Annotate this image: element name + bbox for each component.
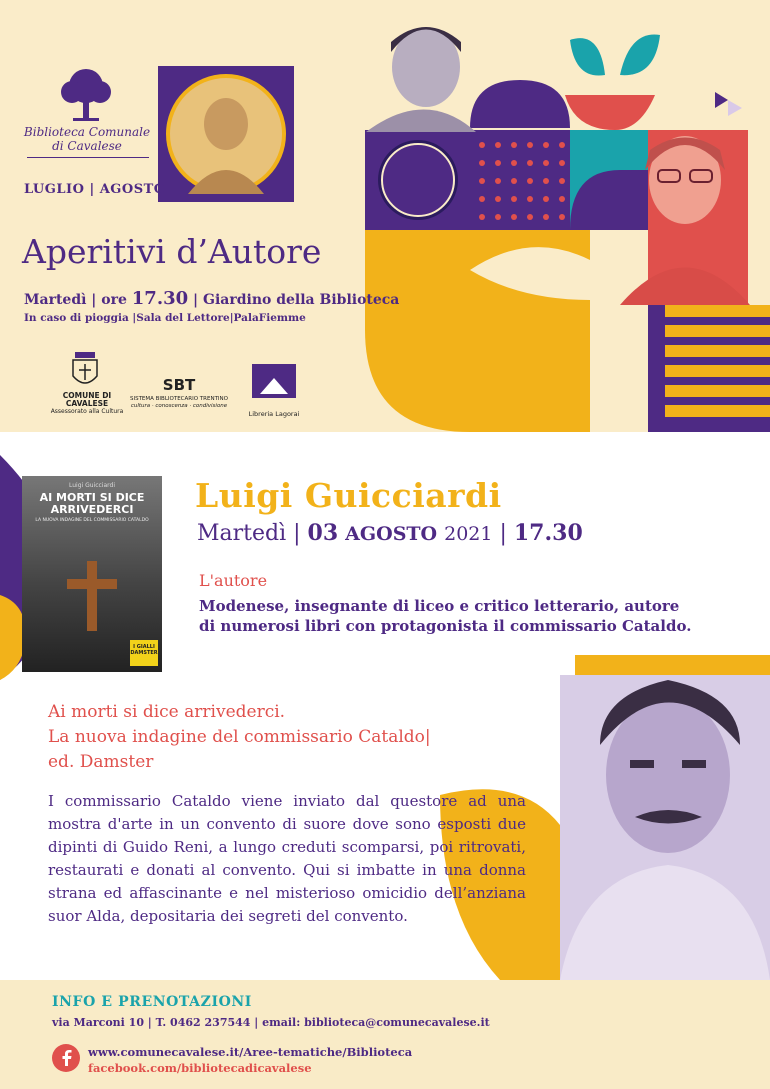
cover-badge	[130, 640, 158, 666]
author-photo-woman-glasses	[620, 120, 750, 305]
logo-divider	[27, 157, 149, 159]
cover-title-line1: AI MORTI SI DICE	[39, 491, 145, 504]
schedule-place: Giardino della Biblioteca	[203, 292, 400, 308]
author-photo-man-top	[366, 12, 476, 132]
bio-line2: di numerosi libri con protagonista il commissario Cataldo.	[199, 617, 692, 635]
about-label: L'autore	[199, 571, 268, 590]
contact-line: via Marconi 10 | T. 0462 237544 | email: biblioteca@comunecavalese.it	[52, 1016, 490, 1029]
event-month: AGOSTO	[345, 523, 438, 545]
cover-badge-line1: I GIALLI	[133, 644, 155, 650]
cover-subtitle: LA NUOVA INDAGINE DEL COMMISSARIO CATALDO	[35, 518, 149, 523]
cover-title	[22, 492, 162, 516]
season-label: LUGLIO | AGOSTO	[24, 182, 166, 197]
comune-line3: Assessorato alla Cultura	[50, 408, 124, 415]
libreria-name: Libreria Lagorai	[248, 410, 300, 418]
schedule-line: Martedì | ore 17.30 | Giardino della Biblioteca	[24, 288, 400, 309]
sbt-logo-caption	[128, 396, 230, 410]
libreria-logo-icon	[252, 364, 296, 408]
schedule-ore-label: ore	[101, 292, 127, 308]
website-link[interactable]: www.comunecavalese.it/Aree-tematiche/Biblioteca	[88, 1045, 413, 1059]
author-bio	[199, 596, 719, 636]
cross-icon	[62, 561, 122, 631]
schedule-time: 17.30	[131, 288, 189, 309]
comune-logo-caption	[48, 392, 126, 416]
sbt-line1: SISTEMA BIBLIOTECARIO TRENTINO	[129, 396, 229, 402]
event-day-num: 03	[307, 520, 339, 546]
cover-author: Luigi Guicciardi	[69, 482, 115, 489]
bio-line1: Modenese, insegnante di liceo e critico letterario, autore	[199, 597, 680, 615]
sbt-logo-icon: SBT	[162, 376, 196, 394]
comune-line1: COMUNE DI	[62, 391, 112, 400]
book-title-line3: ed. Damster	[48, 752, 154, 772]
series-title: Aperitivi d’Autore	[22, 232, 322, 271]
coat-of-arms-icon	[72, 352, 98, 390]
schedule-day: Martedì	[24, 292, 87, 308]
event-day: Martedì	[197, 521, 287, 546]
event-year: 2021	[444, 523, 493, 545]
tree-logo-icon	[55, 66, 117, 124]
library-name-line1: Biblioteca Comunale	[23, 125, 151, 139]
facebook-icon[interactable]	[52, 1044, 80, 1072]
cover-title-line2: ARRIVEDERCI	[50, 503, 134, 516]
book-synopsis: I commissario Cataldo viene inviato dal questore ad una mostra d'arte in un convento di suore dove sono esposti due dipinti di Guido Reni, a lungo creduti scomparsi, poi ritrovati, restaurati e donati al convento. Qui si imbatte in una donna strana ed affascinante e nel misterioso omicidio dell’anziana suor Alda, depositaria dei segreti del convento.	[48, 792, 526, 925]
event-date: Martedì | 03 AGOSTO 2021 | 17.30	[197, 520, 583, 546]
info-heading: INFO E PRENOTAZIONI	[52, 994, 252, 1010]
book-cover	[22, 476, 162, 672]
book-title-line1: Ai morti si dice arrivederci.	[48, 702, 286, 722]
web-links	[88, 1044, 412, 1076]
author-name: Luigi Guicciardi	[195, 476, 502, 515]
comune-line2: CAVALESE	[65, 399, 109, 408]
book-title-line2: La nuova indagine del commissario Cataldo|	[48, 727, 431, 747]
cover-badge-line2: DAMSTER	[130, 650, 158, 656]
author-photo-woman	[158, 66, 294, 202]
library-name	[22, 125, 152, 153]
facebook-link[interactable]: facebook.com/bibliotecadicavalese	[88, 1061, 312, 1075]
rain-location: In caso di pioggia |Sala del Lettore|PalaFiemme	[24, 312, 306, 324]
event-time: 17.30	[513, 520, 583, 546]
library-name-line2: di Cavalese	[52, 139, 122, 153]
book-title	[48, 700, 518, 775]
sbt-line2: cultura · conoscenza · condivisione	[130, 403, 228, 409]
